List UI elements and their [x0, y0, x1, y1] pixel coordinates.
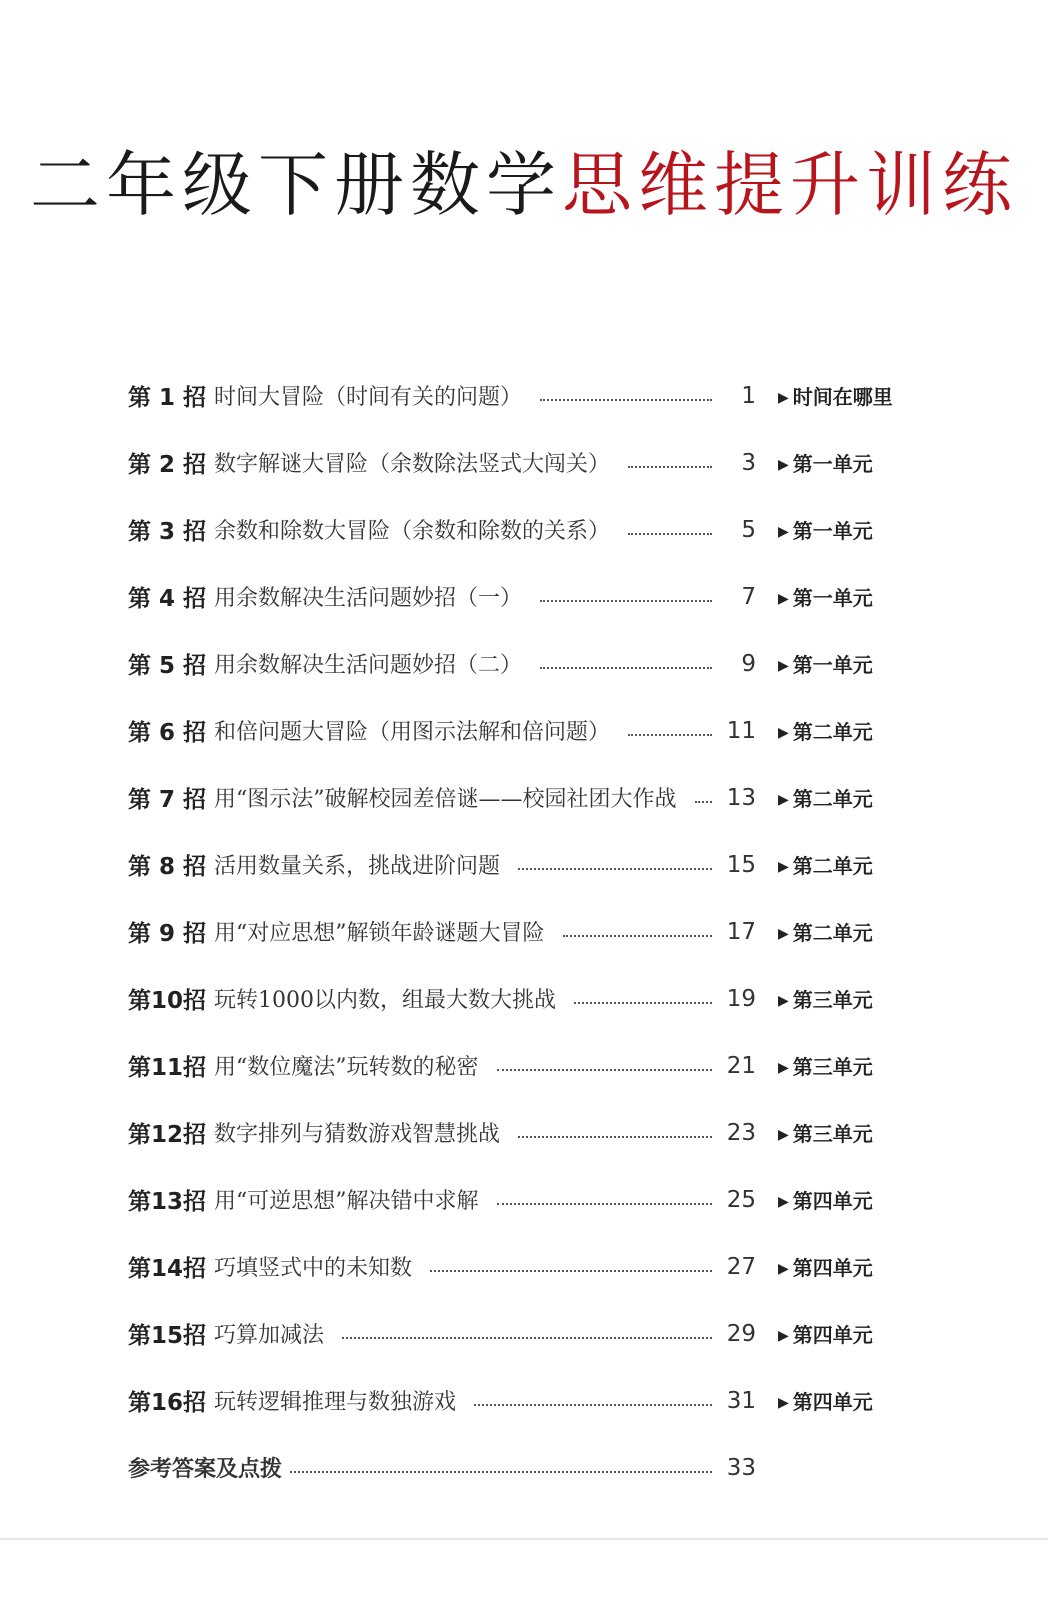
toc-number: 第 5 招	[128, 653, 207, 679]
toc-row[interactable]	[128, 1300, 928, 1367]
toc-unit-label: 第四单元	[792, 1390, 873, 1414]
toc-row[interactable]	[128, 965, 928, 1032]
toc-unit-label: 第二单元	[792, 854, 873, 878]
toc-number: 第 9 招	[128, 921, 207, 947]
toc-leader-dots	[563, 935, 713, 937]
toc-title: 用“可逆思想”解决错中求解	[214, 1189, 479, 1214]
arrow-right-icon: ▶	[778, 1261, 789, 1277]
toc-number: 第 2 招	[128, 452, 207, 478]
page-title	[0, 144, 1048, 226]
toc-leader-dots	[430, 1270, 712, 1272]
toc-unit	[778, 448, 928, 477]
toc-leader-dots	[518, 868, 712, 870]
arrow-right-icon: ▶	[778, 1328, 789, 1344]
toc-row[interactable]	[128, 1032, 928, 1099]
toc-title: 余数和除数大冒险（余数和除数的关系）	[214, 519, 611, 544]
toc-number: 第 3 招	[128, 519, 207, 545]
toc-row[interactable]	[128, 898, 928, 965]
toc-number: 第 7 招	[128, 787, 207, 813]
arrow-right-icon: ▶	[778, 524, 789, 540]
toc-title: 用“图示法”破解校园差倍谜——校园社团大作战	[214, 787, 677, 812]
toc-row[interactable]	[128, 496, 928, 563]
toc-page: 15	[726, 851, 756, 878]
toc-unit-label: 第一单元	[792, 586, 873, 610]
toc-page: 17	[726, 918, 756, 945]
toc-unit-label: 时间在哪里	[792, 385, 893, 409]
toc-unit-label: 第四单元	[792, 1189, 873, 1213]
toc-row[interactable]	[128, 764, 928, 831]
arrow-right-icon: ▶	[778, 1127, 789, 1143]
toc-page: 33	[726, 1454, 756, 1481]
toc-title: 玩转1000以内数，组最大数大挑战	[214, 988, 556, 1013]
toc-title: 用“对应思想”解锁年龄谜题大冒险	[214, 921, 545, 946]
arrow-right-icon: ▶	[778, 859, 789, 875]
toc-leader-dots	[540, 600, 712, 602]
toc-leader-dots	[695, 801, 713, 803]
toc-unit-label: 第二单元	[792, 720, 873, 744]
toc-title: 玩转逻辑推理与数独游戏	[214, 1390, 457, 1415]
toc-number: 第 6 招	[128, 720, 207, 746]
toc-row[interactable]	[128, 563, 928, 630]
toc-unit-label: 第四单元	[792, 1323, 873, 1347]
toc-title: 巧填竖式中的未知数	[214, 1256, 413, 1281]
toc-page: 27	[726, 1253, 756, 1280]
toc-leader-dots	[628, 734, 712, 736]
toc-unit	[778, 917, 928, 946]
toc-page: 25	[726, 1186, 756, 1213]
toc-unit	[778, 515, 928, 544]
arrow-right-icon: ▶	[778, 658, 789, 674]
toc-number: 第 1 招	[128, 385, 207, 411]
toc-page: 9	[741, 650, 756, 677]
toc-leader-dots	[628, 533, 712, 535]
toc-row[interactable]	[128, 831, 928, 898]
toc-unit	[778, 1118, 928, 1147]
toc-page: 21	[726, 1052, 756, 1079]
toc-title: 时间大冒险（时间有关的问题）	[214, 385, 523, 410]
arrow-right-icon: ▶	[778, 725, 789, 741]
toc-unit	[778, 783, 928, 812]
toc-unit	[778, 1051, 928, 1080]
toc-row[interactable]	[128, 630, 928, 697]
toc-number: 第 4 招	[128, 586, 207, 612]
toc-unit-label: 第三单元	[792, 1122, 873, 1146]
arrow-right-icon: ▶	[778, 1194, 789, 1210]
toc-title: 用余数解决生活问题妙招（二）	[214, 653, 523, 678]
toc-title: 和倍问题大冒险（用图示法解和倍问题）	[214, 720, 611, 745]
toc-row-answers[interactable]	[128, 1434, 928, 1501]
toc-unit	[778, 716, 928, 745]
toc-unit-label: 第四单元	[792, 1256, 873, 1280]
toc-page: 23	[726, 1119, 756, 1146]
toc-page: 11	[726, 717, 756, 744]
title-red-part: 思维提升训练	[562, 144, 1018, 226]
toc-unit	[778, 582, 928, 611]
toc-unit-label: 第一单元	[792, 519, 873, 543]
toc-title: 数字解谜大冒险（余数除法竖式大闯关）	[214, 452, 611, 477]
toc-row[interactable]	[128, 1367, 928, 1434]
toc-answers-title: 参考答案及点拨	[128, 1457, 283, 1482]
toc-leader-dots	[540, 399, 712, 401]
toc-unit	[778, 1319, 928, 1348]
toc-title: 巧算加减法	[214, 1323, 325, 1348]
bottom-divider	[0, 1538, 1048, 1540]
arrow-right-icon: ▶	[778, 993, 789, 1009]
toc-number: 第12招	[128, 1122, 207, 1148]
toc-leader-dots	[474, 1404, 712, 1406]
toc-leader-dots	[574, 1002, 712, 1004]
arrow-right-icon: ▶	[778, 926, 789, 942]
toc-row[interactable]	[128, 1166, 928, 1233]
toc-unit	[778, 850, 928, 879]
toc-leader-dots	[497, 1069, 713, 1071]
toc-unit-label: 第三单元	[792, 1055, 873, 1079]
arrow-right-icon: ▶	[778, 591, 789, 607]
toc-page: 19	[726, 985, 756, 1012]
arrow-right-icon: ▶	[778, 1060, 789, 1076]
toc-title: 活用数量关系，挑战进阶问题	[214, 854, 501, 879]
toc-leader-dots	[290, 1471, 712, 1473]
toc-title: 用“数位魔法”玩转数的秘密	[214, 1055, 479, 1080]
toc-leader-dots	[540, 667, 712, 669]
toc-unit	[778, 1252, 928, 1281]
toc-number: 第11招	[128, 1055, 207, 1081]
toc-unit-label: 第一单元	[792, 452, 873, 476]
toc-title: 用余数解决生活问题妙招（一）	[214, 586, 523, 611]
toc-unit-label: 第二单元	[792, 921, 873, 945]
arrow-right-icon: ▶	[778, 792, 789, 808]
toc-number: 第13招	[128, 1189, 207, 1215]
arrow-right-icon: ▶	[778, 390, 789, 406]
toc-leader-dots	[342, 1337, 712, 1339]
toc-leader-dots	[628, 466, 712, 468]
toc-page: 29	[726, 1320, 756, 1347]
toc-unit-label: 第三单元	[792, 988, 873, 1012]
toc-leader-dots	[518, 1136, 712, 1138]
toc-page: 7	[741, 583, 756, 610]
toc-unit	[778, 984, 928, 1013]
toc-page: 1	[741, 382, 756, 409]
toc-title: 数字排列与猜数游戏智慧挑战	[214, 1122, 501, 1147]
toc-number: 第16招	[128, 1390, 207, 1416]
table-of-contents	[128, 362, 928, 1501]
toc-row[interactable]	[128, 1233, 928, 1300]
toc-page: 3	[741, 449, 756, 476]
toc-page: 13	[726, 784, 756, 811]
toc-unit	[778, 1386, 928, 1415]
toc-row[interactable]	[128, 697, 928, 764]
toc-number: 第15招	[128, 1323, 207, 1349]
toc-row[interactable]	[128, 1099, 928, 1166]
arrow-right-icon: ▶	[778, 1395, 789, 1411]
toc-row[interactable]	[128, 362, 928, 429]
toc-page: 5	[741, 516, 756, 543]
toc-unit	[778, 381, 928, 410]
toc-row[interactable]	[128, 429, 928, 496]
toc-unit-label: 第一单元	[792, 653, 873, 677]
toc-page: 31	[726, 1387, 756, 1414]
toc-number: 第14招	[128, 1256, 207, 1282]
toc-number: 第10招	[128, 988, 207, 1014]
toc-unit-label: 第二单元	[792, 787, 873, 811]
toc-number: 第 8 招	[128, 854, 207, 880]
title-black-part: 二年级下册数学	[30, 144, 562, 226]
toc-unit	[778, 649, 928, 678]
toc-unit	[778, 1185, 928, 1214]
toc-leader-dots	[497, 1203, 713, 1205]
arrow-right-icon: ▶	[778, 457, 789, 473]
